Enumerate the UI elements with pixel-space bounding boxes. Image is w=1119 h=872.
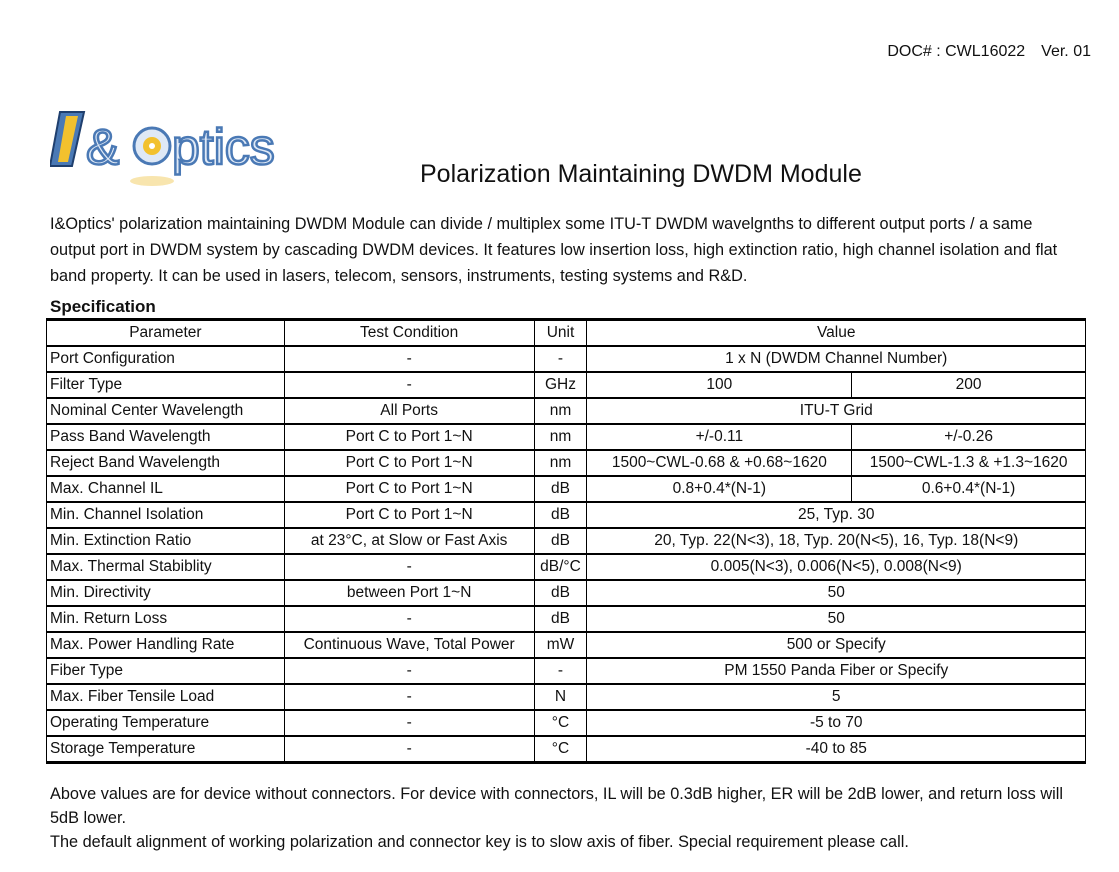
condition-cell: - [284,658,534,684]
table-row [47,658,1086,684]
table-row [47,346,1086,372]
condition-cell: Continuous Wave, Total Power [284,632,534,658]
table-row [47,710,1086,736]
param-cell: Max. Channel IL [47,476,285,502]
condition-cell: - [284,606,534,632]
table-row [47,398,1086,424]
param-cell: Port Configuration [47,346,285,372]
svg-text:ptics: ptics [172,119,275,175]
unit-cell: nm [534,424,587,450]
value-cell: PM 1550 Panda Fiber or Specify [587,658,1086,684]
unit-cell: GHz [534,372,587,398]
header-parameter: Parameter [47,320,285,347]
table-row [47,424,1086,450]
condition-cell: Port C to Port 1~N [284,502,534,528]
param-cell: Max. Thermal Stabiblity [47,554,285,580]
param-cell: Max. Fiber Tensile Load [47,684,285,710]
document-reference [887,43,1091,61]
condition-cell: - [284,346,534,372]
table-row [47,372,1086,398]
condition-cell: - [284,710,534,736]
value-cell: -5 to 70 [587,710,1086,736]
value-200ghz-cell: 1500~CWL-1.3 & +1.3~1620 [852,450,1086,476]
param-cell: Min. Return Loss [47,606,285,632]
value-100ghz-cell: 100 [587,372,852,398]
table-row [47,632,1086,658]
param-cell: Min. Directivity [47,580,285,606]
specification-heading: Specification [50,297,156,316]
condition-cell: - [284,736,534,763]
unit-cell: dB [534,476,587,502]
unit-cell: dB [534,580,587,606]
unit-cell: mW [534,632,587,658]
condition-cell: All Ports [284,398,534,424]
unit-cell: - [534,346,587,372]
value-200ghz-cell: 200 [852,372,1086,398]
value-cell: 5 [587,684,1086,710]
value-100ghz-cell: 1500~CWL-0.68 & +0.68~1620 [587,450,852,476]
unit-cell: dB/°C [534,554,587,580]
unit-cell: °C [534,710,587,736]
condition-cell: Port C to Port 1~N [284,476,534,502]
table-row [47,580,1086,606]
condition-cell: - [284,554,534,580]
unit-cell: N [534,684,587,710]
condition-cell: Port C to Port 1~N [284,424,534,450]
param-cell: Min. Channel Isolation [47,502,285,528]
param-cell: Min. Extinction Ratio [47,528,285,554]
table-row [47,736,1086,763]
value-cell: ITU-T Grid [587,398,1086,424]
unit-cell: - [534,658,587,684]
param-cell: Reject Band Wavelength [47,450,285,476]
value-cell: 20, Typ. 22(N<3), 18, Typ. 20(N<5), 16, Typ. 18(N<9) [587,528,1086,554]
note-connectors: Above values are for device without connectors. For device with connectors, IL will be 0.3dB higher, ER will be 2dB lower, and return loss will 5dB lower. [50,785,1063,827]
table-header-row [47,320,1086,347]
table-row [47,450,1086,476]
table-row [47,606,1086,632]
specification-table [46,318,1086,764]
unit-cell: nm [534,450,587,476]
doc-number: DOC# : CWL16022 [887,43,1026,60]
condition-cell: at 23°C, at Slow or Fast Axis [284,528,534,554]
value-200ghz-cell: +/-0.26 [852,424,1086,450]
table-row [47,684,1086,710]
unit-cell: dB [534,528,587,554]
param-cell: Storage Temperature [47,736,285,763]
param-cell: Pass Band Wavelength [47,424,285,450]
table-row [47,554,1086,580]
unit-cell: dB [534,502,587,528]
value-cell: -40 to 85 [587,736,1086,763]
condition-cell: - [284,372,534,398]
condition-cell: - [284,684,534,710]
svg-text:&: & [86,119,120,175]
condition-cell: between Port 1~N [284,580,534,606]
doc-version: Ver. 01 [1041,43,1091,60]
param-cell: Fiber Type [47,658,285,684]
company-logo [50,104,306,194]
value-cell: 25, Typ. 30 [587,502,1086,528]
intro-paragraph: I&Optics' polarization maintaining DWDM Module can divide / multiplex some ITU-T DWDM wavelgnths to different output ports / a same output port in DWDM system by cascading DWDM devices. It features low insertion loss, high extinction ratio, high channel isolation and flat band property. It can be used in lasers, telecom, sensors, instruments, testing systems and R&D. [50,215,1058,285]
value-100ghz-cell: 0.8+0.4*(N-1) [587,476,852,502]
value-cell: 50 [587,606,1086,632]
document-title: Polarization Maintaining DWDM Module [420,160,862,188]
value-cell: 0.005(N<3), 0.006(N<5), 0.008(N<9) [587,554,1086,580]
param-cell: Operating Temperature [47,710,285,736]
condition-cell: Port C to Port 1~N [284,450,534,476]
value-cell: 1 x N (DWDM Channel Number) [587,346,1086,372]
unit-cell: dB [534,606,587,632]
value-cell: 500 or Specify [587,632,1086,658]
param-cell: Max. Power Handling Rate [47,632,285,658]
table-row [47,476,1086,502]
header-value: Value [587,320,1086,347]
param-cell: Filter Type [47,372,285,398]
note-alignment: The default alignment of working polarization and connector key is to slow axis of fiber. Special requirement please call. [50,833,909,851]
header-test-condition: Test Condition [284,320,534,347]
value-100ghz-cell: +/-0.11 [587,424,852,450]
notes-section [50,782,1090,854]
param-cell: Nominal Center Wavelength [47,398,285,424]
header-unit: Unit [534,320,587,347]
unit-cell: °C [534,736,587,763]
value-cell: 50 [587,580,1086,606]
table-row [47,528,1086,554]
unit-cell: nm [534,398,587,424]
table-row [47,502,1086,528]
value-200ghz-cell: 0.6+0.4*(N-1) [852,476,1086,502]
